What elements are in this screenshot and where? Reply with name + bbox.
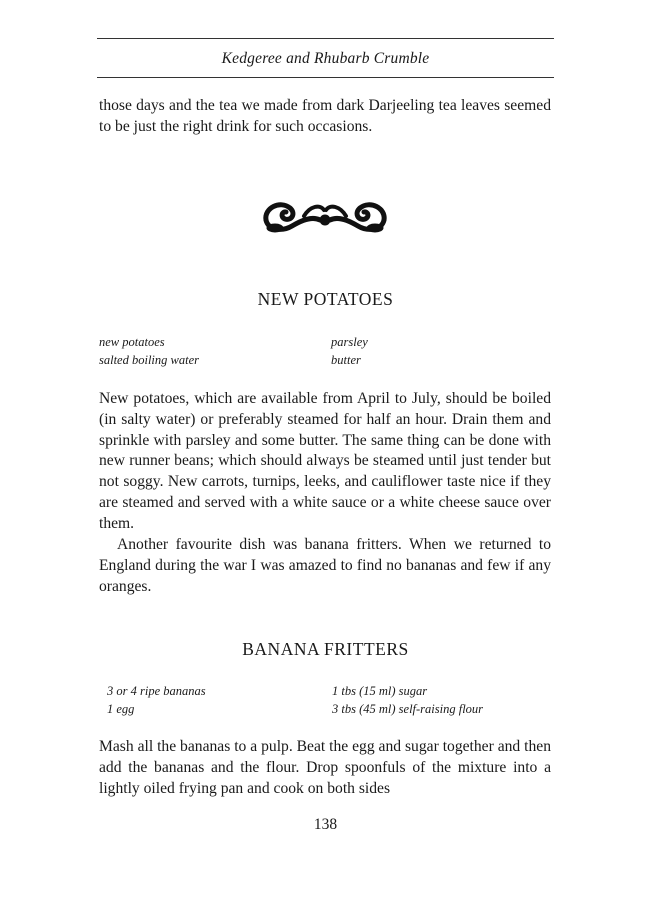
bridge-paragraph: Another favourite dish was banana fritters. When we returned to England during the war I was amazed to find no bananas and few if any oranges. <box>99 536 551 595</box>
decorative-fleuron-icon <box>258 190 392 238</box>
ingredient-item: butter <box>331 352 361 367</box>
ingredients-left-banana-fritters <box>107 683 206 718</box>
method-banana-fritters: Mash all the bananas to a pulp. Beat the egg and sugar together and then add the bananas and the flour. Drop spoonfuls of the mixture into a lightly oiled frying pan and cook on both sides <box>99 738 551 797</box>
page-number: 138 <box>313 816 338 833</box>
method-new-potatoes: New potatoes, which are available from April to July, should be boiled (in salty water) or preferably steamed for half an hour. Drain them and sprinkle with parsley and some butter. The same thing can be done with new runner beans; which should always be steamed until just tender but not soggy. New carrots, turnips, leeks, and cauliflower taste nice if they are steamed and served with a white sauce or a white cheese sauce over them. <box>99 390 551 532</box>
ingredients-right-new-potatoes <box>331 334 368 369</box>
ingredient-item: 3 tbs (45 ml) self-raising flour <box>332 701 484 716</box>
ingredient-item: 1 tbs (15 ml) sugar <box>332 684 428 698</box>
recipe-title-banana-fritters: BANANA FRITTERS <box>242 639 409 659</box>
ingredients-right-banana-fritters <box>332 683 483 718</box>
ingredient-item: new potatoes <box>99 335 165 349</box>
header-rule-top <box>97 38 554 39</box>
recipe-title-new-potatoes: NEW POTATOES <box>257 289 394 309</box>
ingredients-left-new-potatoes <box>99 334 199 369</box>
running-head: Kedgeree and Rhubarb Crumble <box>221 50 430 67</box>
ingredient-item: salted boiling water <box>99 352 199 367</box>
ingredient-item: parsley <box>331 335 368 349</box>
ingredient-item: 3 or 4 ripe bananas <box>107 684 206 698</box>
intro-paragraph: those days and the tea we made from dark Darjeeling tea leaves seemed to be just the right drink for such occasions. <box>99 97 551 135</box>
ingredient-item: 1 egg <box>107 701 135 716</box>
header-rule-bottom <box>97 77 554 78</box>
